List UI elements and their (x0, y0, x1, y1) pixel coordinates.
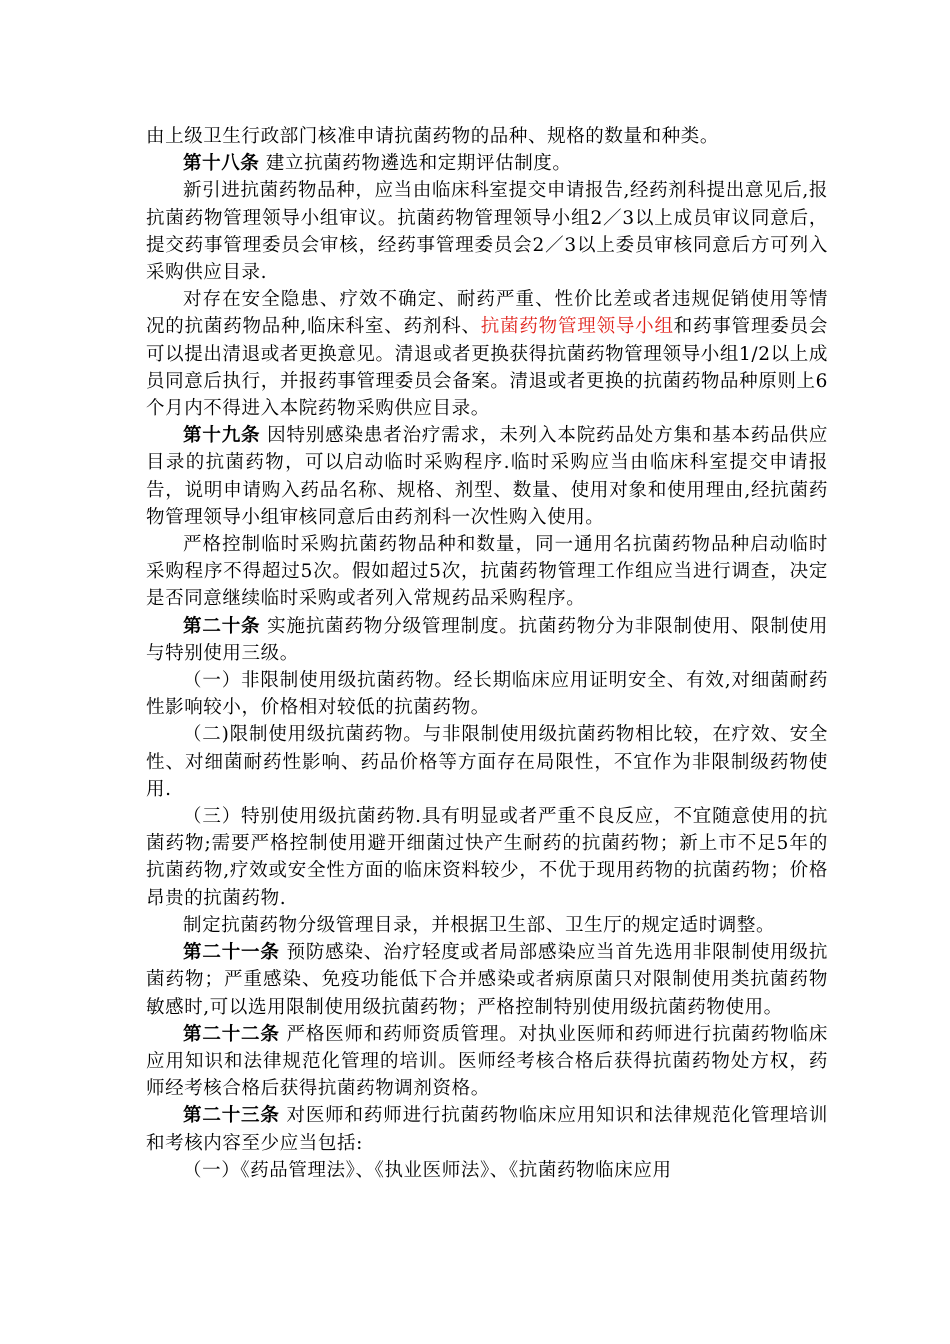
list-item (146, 721, 828, 803)
paragraph-text: 和药事管理委员会可以提出清退或者更换意见。清退或者更换获得抗菌药物管理领导小组1/2以上成员同意后执行，并报药事管理委员会备案。清退或者更换的抗菌药物品种原则上6个月内不得进入本院药物采购供应目录。 (146, 316, 828, 420)
article-19 (146, 422, 828, 531)
article-22 (146, 1021, 828, 1103)
article-20 (146, 613, 828, 667)
paragraph-text: 预防感染、治疗轻度或者局部感染应当首先选用非限制使用级抗菌药物；严重感染、免疫功能低下合并感染或者病原菌只对限制使用类抗菌药物敏感时,可以选用限制使用级抗菌药物；严格控制特别使用级抗菌药物使用。 (146, 942, 828, 1018)
paragraph-text: （一）《药品管理法》、《执业医师法》、《抗菌药物临床应用 (183, 1159, 672, 1181)
paragraph-text: 严格医师和药师资质管理。对执业医师和药师进行抗菌药物临床应用知识和法律规范化管理的培训。医师经考核合格后获得抗菌药物处方权，药师经考核合格后获得抗菌药物调剂资格。 (146, 1023, 828, 1100)
paragraph (146, 531, 828, 613)
paragraph-text: （二)限制使用级抗菌药物。与非限制使用级抗菌药物相比较，在疗效、安全性、对细菌耐药性影响、药品价格等方面存在局限性，不宜作为非限制级药物使用. (146, 724, 828, 800)
paragraph-text: （三）特别使用级抗菌药物.具有明显或者严重不良反应，不宜随意使用的抗菌药物;需要严格控制使用避开细菌过快产生耐药的抗菌药物；新上市不足5年的抗菌药物,疗效或安全性方面的临床资料较少，不优于现用药物的抗菌药物；价格昂贵的抗菌药物. (146, 806, 828, 909)
article-number: 第二十条 (183, 615, 261, 637)
paragraph (146, 286, 828, 422)
article-18-heading (146, 150, 828, 177)
article-number: 第二十一条 (183, 942, 280, 964)
paragraph-text: 由上级卫生行政部门核准申请抗菌药物的品种、规格的数量和种类。 (146, 126, 720, 147)
paragraph-text: 严格控制临时采购抗菌药物品种和数量，同一通用名抗菌药物品种启动临时采购程序不得超过5次。假如超过5次，抗菌药物管理工作组应当进行调查，决定是否同意继续临时采购或者列入常规药品采购程序。 (146, 534, 828, 610)
article-number: 第十八条 (183, 153, 260, 175)
paragraph (146, 123, 828, 150)
paragraph-text: 建立抗菌药物遴选和定期评估制度。 (259, 153, 572, 175)
paragraph-text: 制定抗菌药物分级管理目录，并根据卫生部、卫生厅的规定适时调整。 (183, 914, 776, 936)
list-item (146, 1157, 828, 1184)
paragraph-text: （一）非限制使用级抗菌药物。经长期临床应用证明安全、有效,对细菌耐药性影响较小，价格相对较低的抗菌药物。 (146, 670, 828, 719)
document-page (146, 123, 828, 1184)
list-item (146, 803, 828, 912)
list-item (146, 667, 828, 721)
article-number: 第十九条 (183, 425, 261, 447)
paragraph-text: 因特别感染患者治疗需求，未列入本院药品处方集和基本药品供应目录的抗菌药物，可以启动临时采购程序.临时采购应当由临床科室提交申请报告，说明申请购入药品名称、规格、剂型、数量、使用对象和使用理由,经抗菌药物管理领导小组审核同意后由药剂科一次性购入使用。 (146, 425, 828, 528)
paragraph-text: 对存在安全隐患、疗效不确定、耐药严重、性价比差或者违规促销使用等情况的抗菌药物品种,临床科室、药剂科、 (146, 289, 828, 338)
article-23 (146, 1102, 828, 1156)
paragraph-text: 对医师和药师进行抗菌药物临床应用知识和法律规范化管理培训和考核内容至少应当包括: (146, 1105, 828, 1154)
article-number: 第二十三条 (183, 1105, 280, 1127)
paragraph-text: 实施抗菌药物分级管理制度。抗菌药物分为非限制使用、限制使用与特别使用三级。 (146, 615, 828, 664)
paragraph (146, 912, 828, 939)
paragraph (146, 177, 828, 286)
article-number: 第二十二条 (183, 1023, 280, 1045)
article-21 (146, 939, 828, 1021)
paragraph-text: 新引进抗菌药物品种，应当由临床科室提交申请报告,经药剂科提出意见后,报抗菌药物管理领导小组审议。抗菌药物管理领导小组2／3以上成员审议同意后，提交药事管理委员会审核，经药事管理委员会2／3以上委员审核同意后方可列入采购供应目录. (146, 180, 828, 284)
highlighted-text: 抗菌药物管理领导小组 (480, 316, 674, 338)
